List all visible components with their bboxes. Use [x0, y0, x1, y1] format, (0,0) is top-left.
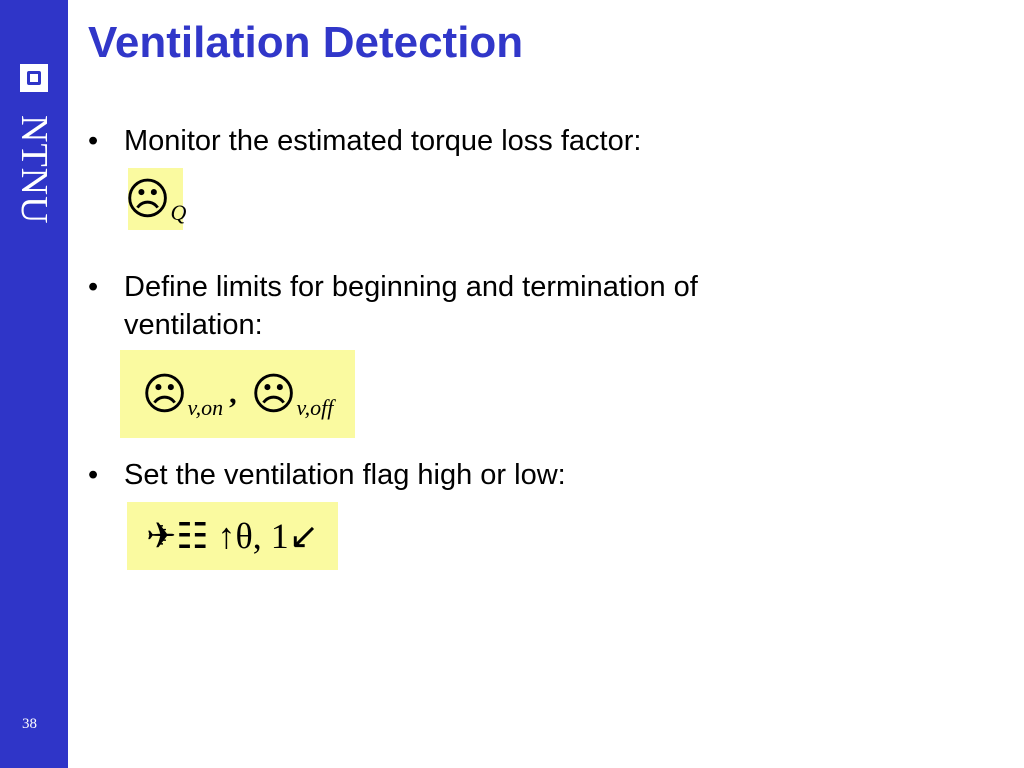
bullet-item [88, 268, 808, 344]
bullet-text: Monitor the estimated torque loss factor: [124, 125, 642, 157]
bullet-dot: • [88, 459, 99, 491]
bullet-text: Define limits for beginning and termination of ventilation: [124, 271, 698, 341]
formula-ventilation-limits [120, 350, 355, 438]
bullet-text: Set the ventilation flag high or low: [124, 459, 566, 491]
ntnu-logo-text: NTNU [13, 115, 55, 225]
bullet-dot: • [88, 271, 99, 303]
formula-separator: , [229, 377, 237, 410]
formula-expression: ✈☷ ↑θ, 1↙ [146, 516, 319, 556]
slide-title: Ventilation Detection [88, 18, 524, 67]
sidebar [0, 0, 68, 768]
ntnu-logo-icon [20, 64, 48, 92]
page-number: 38 [22, 716, 37, 732]
formula-torque-loss-factor [124, 168, 187, 230]
formula-subscript-off: v,off [296, 395, 334, 420]
formula-symbol: ☹ [124, 174, 171, 224]
formula-symbol: ☹ [250, 369, 297, 419]
bullet-dot: • [88, 125, 99, 157]
formula-symbol: ☹ [141, 369, 188, 419]
bullet-item [88, 122, 808, 160]
formula-subscript-on: v,on [187, 395, 224, 420]
formula-ventilation-flag [127, 502, 338, 570]
bullet-item [88, 456, 808, 494]
formula-subscript: Q [170, 200, 187, 225]
